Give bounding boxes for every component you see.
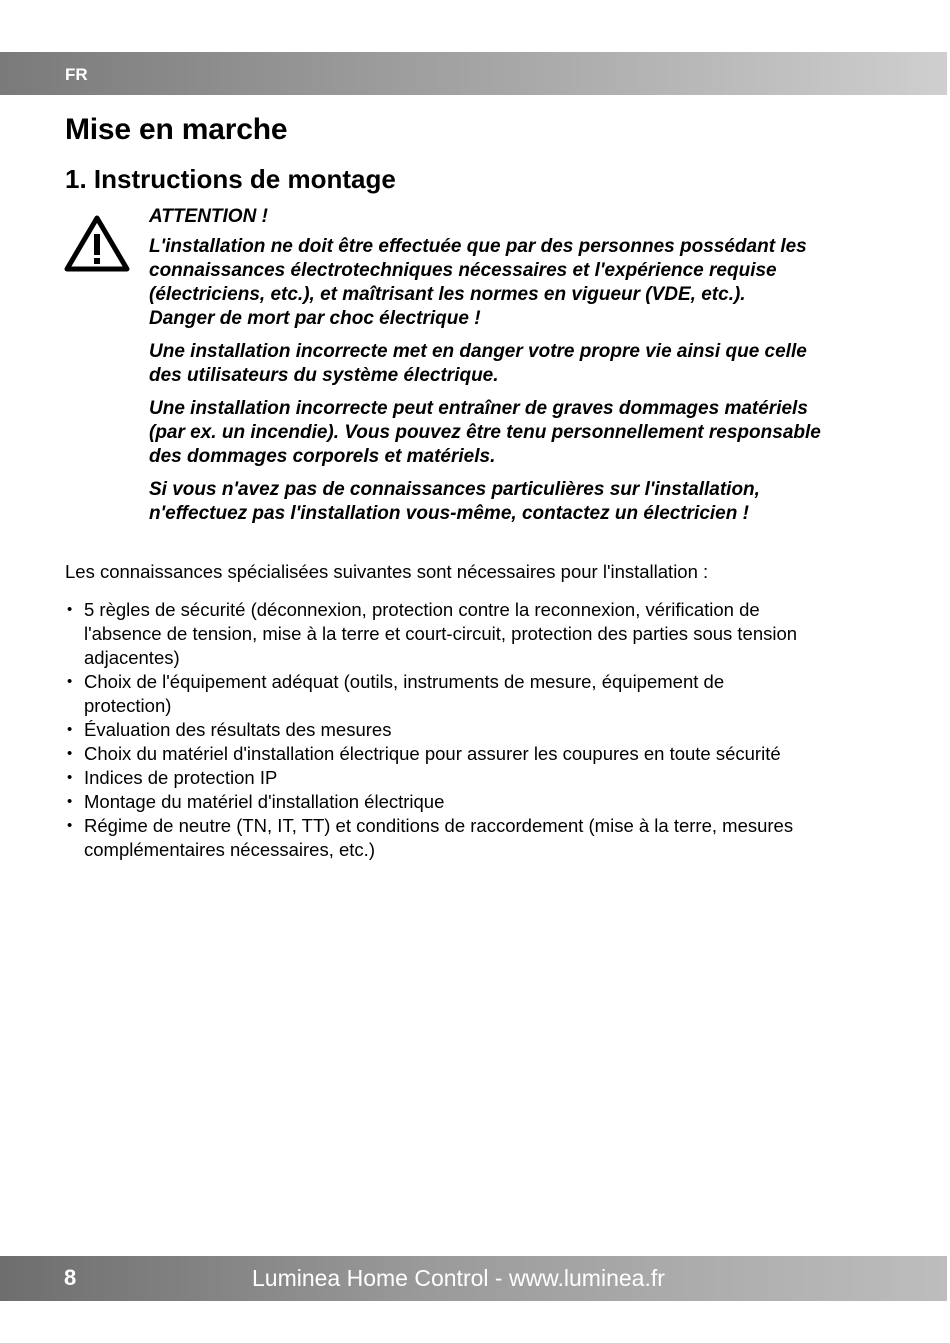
list-item-line: Choix de l'équipement adéquat (outils, instruments de mesure, équipement de xyxy=(84,671,725,692)
page-title: Mise en marche xyxy=(65,113,288,146)
list-item xyxy=(65,766,885,790)
warning-paragraph-4 xyxy=(149,478,889,526)
list-item-line: adjacentes) xyxy=(84,647,180,668)
footer-text: Luminea Home Control - www.luminea.fr xyxy=(252,1265,665,1291)
list-item-line: l'absence de tension, mise à la terre et court-circuit, protection des parties sous tension xyxy=(84,623,798,644)
warning-line: Si vous n'avez pas de connaissances particulières sur l'installation, xyxy=(149,479,760,500)
warning-heading: ATTENTION ! xyxy=(149,206,268,227)
list-item-line: Choix du matériel d'installation électrique pour assurer les coupures en toute sécurité xyxy=(84,743,781,764)
warning-paragraph-3 xyxy=(149,397,889,469)
intro-text: Les connaissances spécialisées suivantes sont nécessaires pour l'installation : xyxy=(65,561,709,582)
warning-line: (par ex. un incendie). Vous pouvez être tenu personnellement responsable xyxy=(149,422,821,443)
footer-bar xyxy=(0,1256,947,1301)
warning-paragraph-1 xyxy=(149,235,889,331)
list-item xyxy=(65,790,885,814)
list-item xyxy=(65,718,885,742)
list-item-line: Indices de protection IP xyxy=(84,767,278,788)
bullet-icon: • xyxy=(67,793,73,810)
warning-line: des utilisateurs du système électrique. xyxy=(149,365,499,386)
list-item-line: protection) xyxy=(84,695,172,716)
warning-line: Une installation incorrecte met en danger votre propre vie ainsi que celle xyxy=(149,341,807,362)
bullet-icon: • xyxy=(67,673,73,690)
list-item xyxy=(65,742,885,766)
warning-line: Danger de mort par choc électrique ! xyxy=(149,308,481,329)
warning-line: (électriciens, etc.), et maîtrisant les normes en vigueur (VDE, etc.). xyxy=(149,284,746,305)
warning-block xyxy=(149,205,889,526)
warning-paragraph-2 xyxy=(149,340,889,388)
bullet-icon: • xyxy=(67,769,73,786)
header-bar xyxy=(0,52,947,95)
list-item-line: Évaluation des résultats des mesures xyxy=(84,719,392,740)
language-label: FR xyxy=(65,65,88,84)
warning-line: des dommages corporels et matériels. xyxy=(149,446,496,467)
list-item xyxy=(65,670,885,718)
list-item-line: 5 règles de sécurité (déconnexion, protection contre la reconnexion, vérification de xyxy=(84,599,760,620)
bullet-icon: • xyxy=(67,601,73,618)
requirements-list xyxy=(65,598,885,862)
list-item-line: complémentaires nécessaires, etc.) xyxy=(84,839,375,860)
bullet-icon: • xyxy=(67,745,73,762)
bullet-icon: • xyxy=(67,817,73,834)
section-title: 1. Instructions de montage xyxy=(65,164,396,194)
list-item xyxy=(65,598,885,670)
page-number: 8 xyxy=(64,1265,77,1290)
warning-line: Une installation incorrecte peut entraîner de graves dommages matériels xyxy=(149,398,808,419)
warning-line: L'installation ne doit être effectuée que par des personnes possédant les xyxy=(149,236,807,257)
list-item-line: Régime de neutre (TN, IT, TT) et conditions de raccordement (mise à la terre, mesures xyxy=(84,815,794,836)
warning-line: n'effectuez pas l'installation vous-même, contactez un électricien ! xyxy=(149,503,749,524)
list-item-line: Montage du matériel d'installation électrique xyxy=(84,791,445,812)
warning-triangle-icon xyxy=(64,214,130,272)
bullet-icon: • xyxy=(67,721,73,738)
warning-line: connaissances électrotechniques nécessaires et l'expérience requise xyxy=(149,260,777,281)
list-item xyxy=(65,814,885,862)
